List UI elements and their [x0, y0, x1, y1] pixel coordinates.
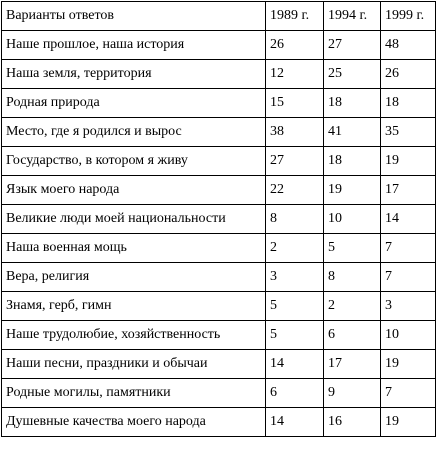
cell-1994: 41: [324, 118, 381, 147]
cell-1989: 6: [266, 379, 324, 408]
cell-1999: 48: [381, 31, 436, 60]
cell-1999: 7: [381, 379, 436, 408]
row-label: Родная природа: [2, 89, 266, 118]
survey-table: [1, 1, 436, 437]
cell-1989: 5: [266, 292, 324, 321]
table-row: [2, 31, 436, 60]
cell-1989: 22: [266, 176, 324, 205]
cell-1994: 17: [324, 350, 381, 379]
cell-1989: 8: [266, 205, 324, 234]
table-row: [2, 292, 436, 321]
table-body: [2, 31, 436, 437]
cell-1989: 14: [266, 350, 324, 379]
header-answer-options: Варианты ответов: [2, 2, 266, 31]
cell-1999: 19: [381, 408, 436, 437]
table-row: [2, 176, 436, 205]
row-label: Великие люди моей национальности: [2, 205, 266, 234]
table-row: [2, 408, 436, 437]
table-row: [2, 118, 436, 147]
cell-1994: 9: [324, 379, 381, 408]
cell-1989: 38: [266, 118, 324, 147]
table-row: [2, 379, 436, 408]
cell-1989: 3: [266, 263, 324, 292]
table-row: [2, 263, 436, 292]
cell-1989: 27: [266, 147, 324, 176]
cell-1989: 14: [266, 408, 324, 437]
cell-1994: 18: [324, 89, 381, 118]
cell-1994: 19: [324, 176, 381, 205]
row-label: Место, где я родился и вырос: [2, 118, 266, 147]
table-row: [2, 147, 436, 176]
cell-1999: 7: [381, 234, 436, 263]
cell-1999: 10: [381, 321, 436, 350]
cell-1989: 12: [266, 60, 324, 89]
table-row: [2, 350, 436, 379]
header-year-1999: 1999 г.: [381, 2, 436, 31]
cell-1999: 19: [381, 350, 436, 379]
row-label: Наше прошлое, наша история: [2, 31, 266, 60]
cell-1994: 2: [324, 292, 381, 321]
cell-1994: 16: [324, 408, 381, 437]
cell-1989: 5: [266, 321, 324, 350]
row-label: Наша земля, территория: [2, 60, 266, 89]
table-row: [2, 321, 436, 350]
cell-1994: 18: [324, 147, 381, 176]
table-row: [2, 205, 436, 234]
cell-1994: 27: [324, 31, 381, 60]
cell-1994: 6: [324, 321, 381, 350]
row-label: Наши песни, праздники и обычаи: [2, 350, 266, 379]
cell-1999: 17: [381, 176, 436, 205]
row-label: Душевные качества моего народа: [2, 408, 266, 437]
header-row: [2, 2, 436, 31]
cell-1994: 25: [324, 60, 381, 89]
cell-1999: 26: [381, 60, 436, 89]
cell-1999: 19: [381, 147, 436, 176]
row-label: Наша военная мощь: [2, 234, 266, 263]
table-row: [2, 60, 436, 89]
row-label: Вера, религия: [2, 263, 266, 292]
cell-1999: 35: [381, 118, 436, 147]
header-year-1989: 1989 г.: [266, 2, 324, 31]
cell-1989: 26: [266, 31, 324, 60]
row-label: Наше трудолюбие, хозяйственность: [2, 321, 266, 350]
cell-1989: 2: [266, 234, 324, 263]
cell-1989: 15: [266, 89, 324, 118]
table-row: [2, 234, 436, 263]
table-row: [2, 89, 436, 118]
cell-1999: 7: [381, 263, 436, 292]
row-label: Государство, в котором я живу: [2, 147, 266, 176]
row-label: Родные могилы, памятники: [2, 379, 266, 408]
row-label: Знамя, герб, гимн: [2, 292, 266, 321]
cell-1994: 10: [324, 205, 381, 234]
cell-1999: 3: [381, 292, 436, 321]
cell-1999: 18: [381, 89, 436, 118]
cell-1999: 14: [381, 205, 436, 234]
cell-1994: 8: [324, 263, 381, 292]
header-year-1994: 1994 г.: [324, 2, 381, 31]
row-label: Язык моего народа: [2, 176, 266, 205]
cell-1994: 5: [324, 234, 381, 263]
